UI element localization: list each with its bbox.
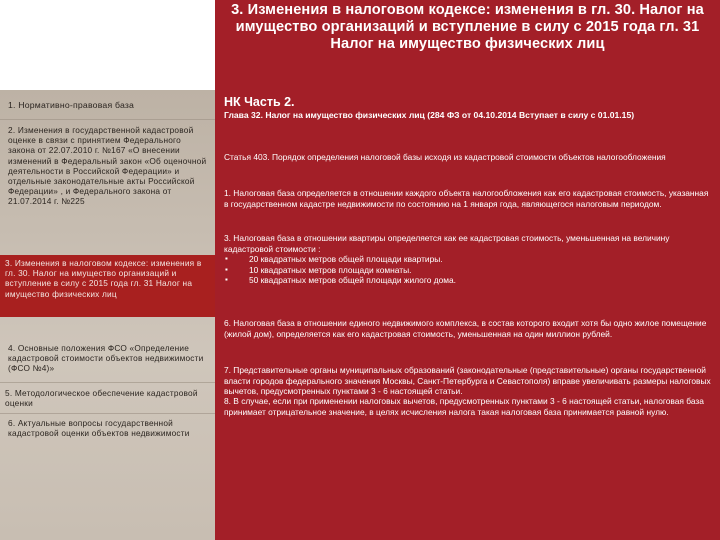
list-item: ▪ 20 квадратных метров общей площади квартиры. (225, 254, 714, 265)
slide-title: 3. Изменения в налоговом кодексе: изменения в гл. 30. Налог на имущество организаций и вступление в силу с 2015 года гл. 31 Налог на имущество физических лиц (231, 2, 704, 52)
sidebar-item-current-issues[interactable] (8, 418, 208, 438)
sidebar-divider (0, 382, 215, 383)
paragraph-3-text: 3. Налоговая база в отношении квартиры определяется как ее кадастровая стоимость, уменьшенная на величину кадастровой стоимости : (224, 233, 670, 254)
sidebar-item-label: 5. Методологическое обеспечение кадастровой оценки (5, 388, 198, 409)
article-heading: Статья 403. Порядок определения налоговой базы исходя из кадастровой стоимости объектов налогообложения (224, 152, 666, 162)
list-item: ▪ 10 квадратных метров площади комнаты. (225, 265, 714, 276)
section-subtitle: НК Часть 2. (224, 95, 295, 109)
sidebar-item-label: 2. Изменения в государственной кадастровой оценке в связи с принятием Федерального закона от 22.07.2010 г. №167 «О внесении изменений в Федеральный закон «Об оценочной деятельности в Российской Федерации» и отдельные законодательные акты Российской Федерации» , и Федерального закона от 21.07.2014 г. №225 (8, 125, 207, 207)
paragraph-8: 8. В случае, если при применении налоговых вычетов, предусмотренных пунктами 3 - 6 настоящей статьи, налоговая база принимает отрицательное значение, в целях исчисления налога такая налоговая база принимается равной нулю. (224, 396, 704, 417)
sidebar-item-label: 3. Изменения в налоговом кодексе: изменения в гл. 30. Налог на имущество организаций и вступление в силу с 2015 года гл. 31 Налог на имущество физических лиц (5, 258, 202, 299)
paragraph-6: 6. Налоговая база в отношении единого недвижимого комплекса, в состав которого входит хотя бы одно жилое помещение (жилой дом), определяется как его кадастровая стоимость, уменьшенная на один миллион рублей. (224, 318, 707, 339)
sidebar-item-methodology[interactable] (5, 388, 210, 408)
paragraph-7: 7. Представительные органы муниципальных образований (законодательные (представительные) органы государственной власти городов федерального значения Москвы, Санкт-Петербурга и Севастополя) вправе увеличивать размеры налоговых вычетов, предусмотренных пунктами 3 - 6 настоящей статьи. (224, 365, 711, 397)
sidebar-item-legal-basis[interactable] (8, 100, 208, 110)
paragraph-3 (224, 233, 714, 286)
sidebar-item-fso-provisions[interactable] (8, 343, 208, 374)
sidebar-divider (0, 413, 215, 414)
sidebar-divider (0, 119, 215, 120)
sidebar-item-label: 1. Нормативно-правовая база (8, 100, 135, 110)
sidebar-item-label: 6. Актуальные вопросы государственной кадастровой оценки объектов недвижимости (8, 418, 190, 439)
sidebar-item-label: 4. Основные положения ФСО «Определение кадастровой стоимости объектов недвижимости (ФСО №4)» (8, 343, 204, 374)
list-item: ▪ 50 квадратных метров общей площади жилого дома. (225, 275, 714, 286)
content-panel (215, 0, 720, 540)
chapter-heading: Глава 32. Налог на имущество физических лиц (284 ФЗ от 04.10.2014 Вступает в силу с 01.01.15) (224, 110, 635, 120)
paragraph-1: 1. Налоговая база определяется в отношении каждого объекта налогообложения как его кадастровая стоимость, указанная в государственном кадастре недвижимости по состоянию на 1 января года, являющегося налоговым периодом. (224, 188, 709, 209)
sidebar-header-blank (0, 0, 215, 90)
sidebar-item-cadastral-changes[interactable] (8, 125, 208, 207)
sidebar-item-tax-code-changes-active[interactable] (0, 255, 215, 317)
deduction-list (225, 254, 714, 286)
